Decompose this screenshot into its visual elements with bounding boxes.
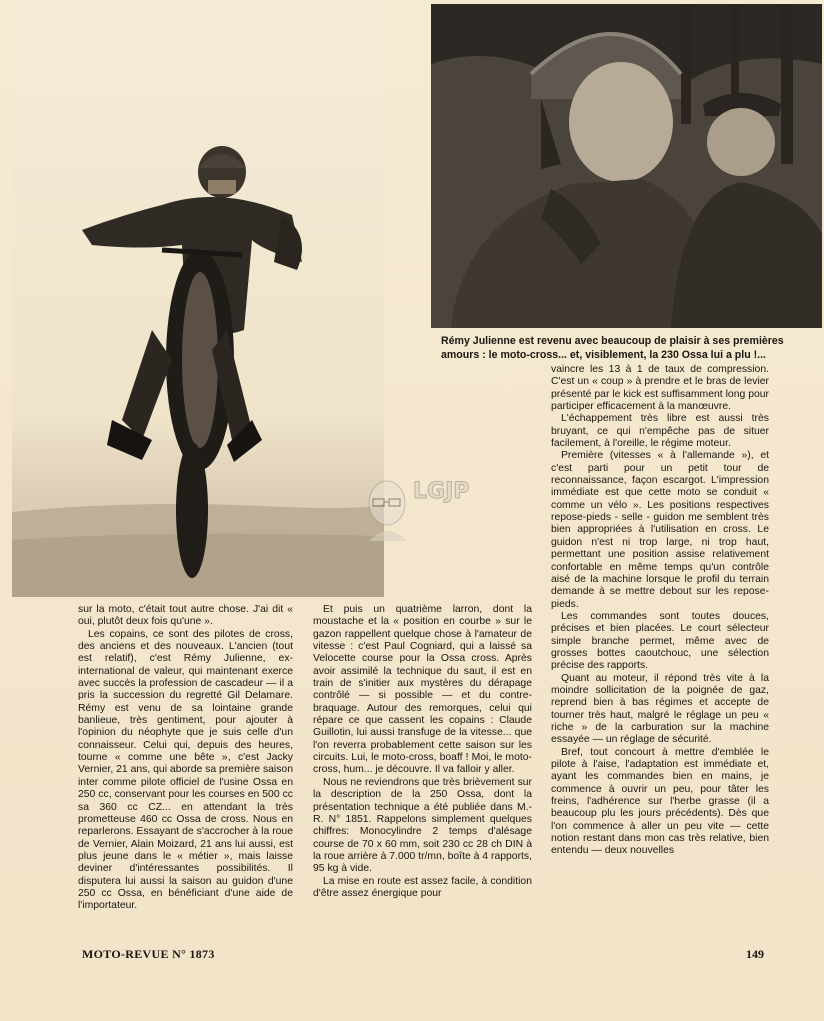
watermark-text: LGJP	[413, 479, 470, 504]
paragraph: Première (vitesses « à l'allemande »), et c'est parti pour un petit tour de reconnaissance, façon escargot. L'impression immédiate est que cette moto se conduit « comme un vélo ». Les positions respectives repose-pieds - selle - guidon me semblent très bien appropriées à l'utilisation en cross. Le guidon n'est ni trop large, ni trop haut, permettant une position assise relativement confortable en même temps qu'un contrôle aisé de la machine lorsque le profil du terrain demande à se mettre debout sur les repose-pieds.	[551, 450, 769, 610]
photo-remy-julienne	[431, 4, 822, 328]
text-column-3	[551, 364, 769, 858]
paragraph: Nous ne reviendrons que très brièvement sur la description de la 250 Ossa, dont la présentation technique a été publiée dans M.-R. N° 1851. Rappelons simplement quelques chiffres: Monocylindre 2 temps d'alésage course de 70 x 60 mm, soit 230 cc 28 ch DIN à la roue arrière à 7.000 tr/mn, boîte à 4 rapports, 95 kg à vide.	[313, 776, 532, 875]
portrait-illustration	[431, 4, 822, 328]
paragraph: Et puis un quatrième larron, dont la moustache et la « position en courbe » sur le gazon rappellent quelque chose à l'amateur de vitesse : c'est Paul Cogniard, qui a laissé sa Velocette course pour la Ossa cross. Après avoir assimilé la technique du saut, il est en train de s'initier aux mystères du dérapage contrôlé — si possible — et du contre-braquage. Autour des remorques, celui qui répare ce que cassent les copains : Claude Guillotin, lui aussi transfuge de la vitesse... que l'on reverra probablement cette saison sur les circuits. Lui, le moto-cross, boaff ! Moi, le moto-cross, hum... je découvre. Il va falloir y aller.	[313, 604, 532, 776]
watermark-face-icon	[363, 477, 413, 541]
rider-illustration	[12, 0, 384, 597]
paragraph: Quant au moteur, il répond très vite à la moindre sollicitation de la poignée de gaz, reprend bien à bas régimes et accepte de tourner très haut, malgré le réglage un peu « riche » de la carburation sur la machine essayée — un réglage de sécurité.	[551, 672, 769, 746]
paragraph: La mise en route est assez facile, à condition d'être assez énergique pour	[313, 875, 532, 899]
photo-caption: Rémy Julienne est revenu avec beaucoup de plaisir à ses premières amours : le moto-cross... et, visiblement, la 230 Ossa lui a plu !...	[441, 335, 784, 361]
paragraph: L'échappement très libre est aussi très bruyant, ce qui n'empêche pas de situer facilement, à l'oreille, le régime moteur.	[551, 413, 769, 450]
footer-magazine-issue: MOTO-REVUE N° 1873	[82, 947, 215, 961]
text-column-1	[78, 604, 293, 913]
paragraph: sur la moto, c'était tout autre chose. J'ai dit « oui, plutôt deux fois qu'une ».	[78, 604, 293, 628]
paragraph: Les copains, ce sont des pilotes de cross, des anciens et des nouveaux. L'ancien (tout est relatif), c'est Rémy Julienne, ex-international de valeur, qui maintenant exerce avec succès la profession de cascadeur — il a pris la succession du regretté Gil Delamare. Rémy est venu de sa lointaine grande banlieue, très gentiment, pour ajouter à l'opinion du néophyte que je suis celle d'un connaisseur. Celui qui, depuis des heures, tourne « comme une bête », c'est Jacky Vernier, 21 ans, qui aborde sa première saison inter comme pilote officiel de l'usine Ossa en 250 cc, conservant pour les courses en 500 cc sa 360 cc CZ... en attendant la très prometteuse 460 cc Ossa de cross. Nous en reparlerons. Essayant de s'accrocher à la roue de Vernier, Alain Moizard, 21 ans lui aussi, est plus jeune dans le « métier », mais laisse deviner d'intéressantes possibilités. Il disputera lui aussi la saison au guidon d'une 250 cc Ossa, en bénéficiant d'une aide de l'importateur.	[78, 628, 293, 912]
photo-rider-jumping	[12, 0, 384, 597]
paragraph: vaincre les 13 à 1 de taux de compression. C'est un « coup » à prendre et le bras de levier présenté par le kick est suffisamment long pour participer efficacement à la manœuvre.	[551, 364, 769, 413]
footer-page-number: 149	[746, 947, 764, 961]
paragraph: Les commandes sont toutes douces, précises et bien placées. Le court sélecteur simple branche permet, même avec de grosses bottes caoutchouc, une sélection précise des rapports.	[551, 610, 769, 672]
text-column-2	[313, 604, 532, 900]
watermark-logo	[363, 477, 470, 541]
paragraph: Bref, tout concourt à mettre d'emblée le pilote à l'aise, l'adaptation est immédiate et, ayant les commandes bien en mains, je commence à ouvrir un peu, pour tâter les freins, l'adhérence sur l'herbe grasse (il a beaucoup plu les jours précédents). Dès que l'on commence à aller un peu vite — cette notion restant dans mon cas très relative, bien entendu — deux nouvelles	[551, 746, 769, 857]
